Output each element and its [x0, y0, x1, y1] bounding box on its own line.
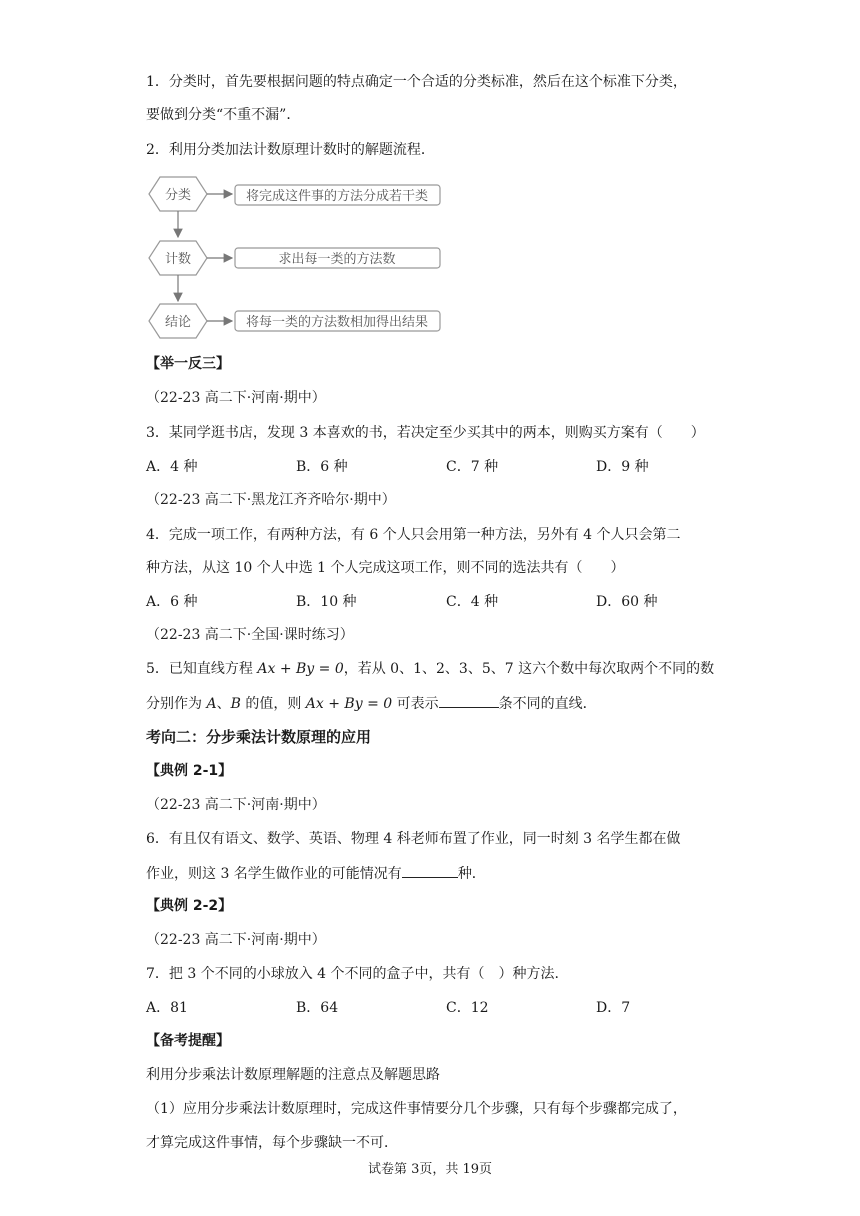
q7-stem: 7．把 3 个不同的小球放入 4 个不同的盒子中，共有（ ）种方法. [146, 966, 559, 982]
q3-option-d: D．9 种 [596, 459, 649, 475]
q7-option-d: D．7 [596, 1000, 631, 1016]
paragraph-1-line-2: 要做到分类“不重不漏”． [146, 107, 301, 123]
page-footer: 试卷第 3页，共 19页 [367, 1162, 493, 1177]
q6-stem-line-1: 6．有且仅有语文、数学、英语、物理 4 科老师布置了作业，同一时刻 3 名学生都在做 [146, 831, 681, 847]
flow-step-1-label: 分类 [164, 188, 192, 203]
q5-text: 分别作为 [146, 696, 207, 712]
q5-text: ，若从 0、1、2、3、5、7 这六个数中每次取两个不同的数 [343, 661, 715, 677]
q5-text: 5．已知直线方程 [146, 661, 258, 677]
q3-stem: 3．某同学逛书店，发现 3 本喜欢的书，若决定至少买其中的两本，则购买方案有（ ） [146, 425, 705, 441]
flowchart [146, 170, 446, 340]
q5-var-b: B [230, 696, 241, 712]
tips-intro: 利用分步乘法计数原理解题的注意点及解题思路 [146, 1067, 440, 1083]
tips-point-1-line-2: 才算完成这件事情，每个步骤缺一不可． [146, 1135, 398, 1151]
q5-var-a: A [206, 696, 217, 712]
q5-source: （22-23 高二下·全国·课时练习） [146, 627, 354, 643]
example-2-2-heading: 【典例 2-2】 [146, 898, 233, 914]
q4-option-a: A．6 种 [146, 594, 198, 610]
q5-equation: Ax + By = 0 [305, 696, 393, 712]
q4-option-b: B．10 种 [296, 594, 357, 610]
q4-stem-line-2: 种方法，从这 10 个人中选 1 个人完成这项工作，则不同的选法共有（ ） [146, 560, 625, 576]
q6-text: 作业，则这 3 名学生做作业的可能情况有 [146, 866, 402, 882]
q3-option-b: B．6 种 [296, 459, 348, 475]
q5-text: 条不同的直线． [498, 696, 597, 712]
q7-source: （22-23 高二下·河南·期中） [146, 932, 326, 948]
q4-option-c: C．4 种 [446, 594, 499, 610]
tips-heading: 【备考提醒】 [146, 1033, 230, 1049]
q3-option-c: C．7 种 [446, 459, 499, 475]
q6-answer-blank[interactable] [402, 863, 458, 878]
q6-stem-line-2 [146, 863, 486, 884]
flow-step-3-label: 结论 [164, 315, 192, 330]
q4-source: （22-23 高二下·黑龙江齐齐哈尔·期中） [146, 492, 396, 508]
q3-source: （22-23 高二下·河南·期中） [146, 390, 326, 406]
q6-text: 种． [457, 866, 486, 882]
q5-text: 的值，则 [240, 696, 306, 712]
flow-step-2-desc: 求出每一类的方法数 [278, 252, 396, 267]
q5-separator: 、 [216, 696, 231, 712]
q7-option-a: A．81 [146, 1000, 188, 1016]
practice-heading: 【举一反三】 [146, 356, 230, 372]
q4-stem-line-1: 4．完成一项工作，有两种方法，有 6 个人只会用第一种方法，另外有 4 个人只会第二 [146, 527, 681, 543]
q5-answer-blank[interactable] [439, 693, 499, 708]
paragraph-1-line-1: 1．分类时，首先要根据问题的特点确定一个合适的分类标准，然后在这个标准下分类， [146, 74, 687, 90]
flow-step-1-desc: 将完成这件事的方法分成若干类 [245, 189, 429, 204]
q5-stem-line-2 [146, 693, 597, 714]
section-2-title: 考向二：分步乘法计数原理的应用 [146, 728, 372, 746]
tips-point-1-line-1: （1）应用分步乘法计数原理时，完成这件事情要分几个步骤，只有每个步骤都完成了， [146, 1101, 687, 1117]
flow-step-3-desc: 将每一类的方法数相加得出结果 [245, 315, 429, 330]
q5-stem-line-1 [146, 659, 714, 679]
q7-option-c: C．12 [446, 1000, 489, 1016]
q4-option-d: D．60 种 [596, 594, 658, 610]
q5-equation: Ax + By = 0 [257, 661, 344, 677]
paragraph-2: 2．利用分类加法计数原理计数时的解题流程． [146, 142, 435, 158]
q5-text: 可表示 [392, 696, 439, 712]
q6-source: （22-23 高二下·河南·期中） [146, 797, 326, 813]
q3-option-a: A．4 种 [146, 459, 198, 475]
example-2-1-heading: 【典例 2-1】 [146, 763, 233, 779]
flow-step-2-label: 计数 [164, 252, 192, 267]
q7-option-b: B．64 [296, 1000, 339, 1016]
